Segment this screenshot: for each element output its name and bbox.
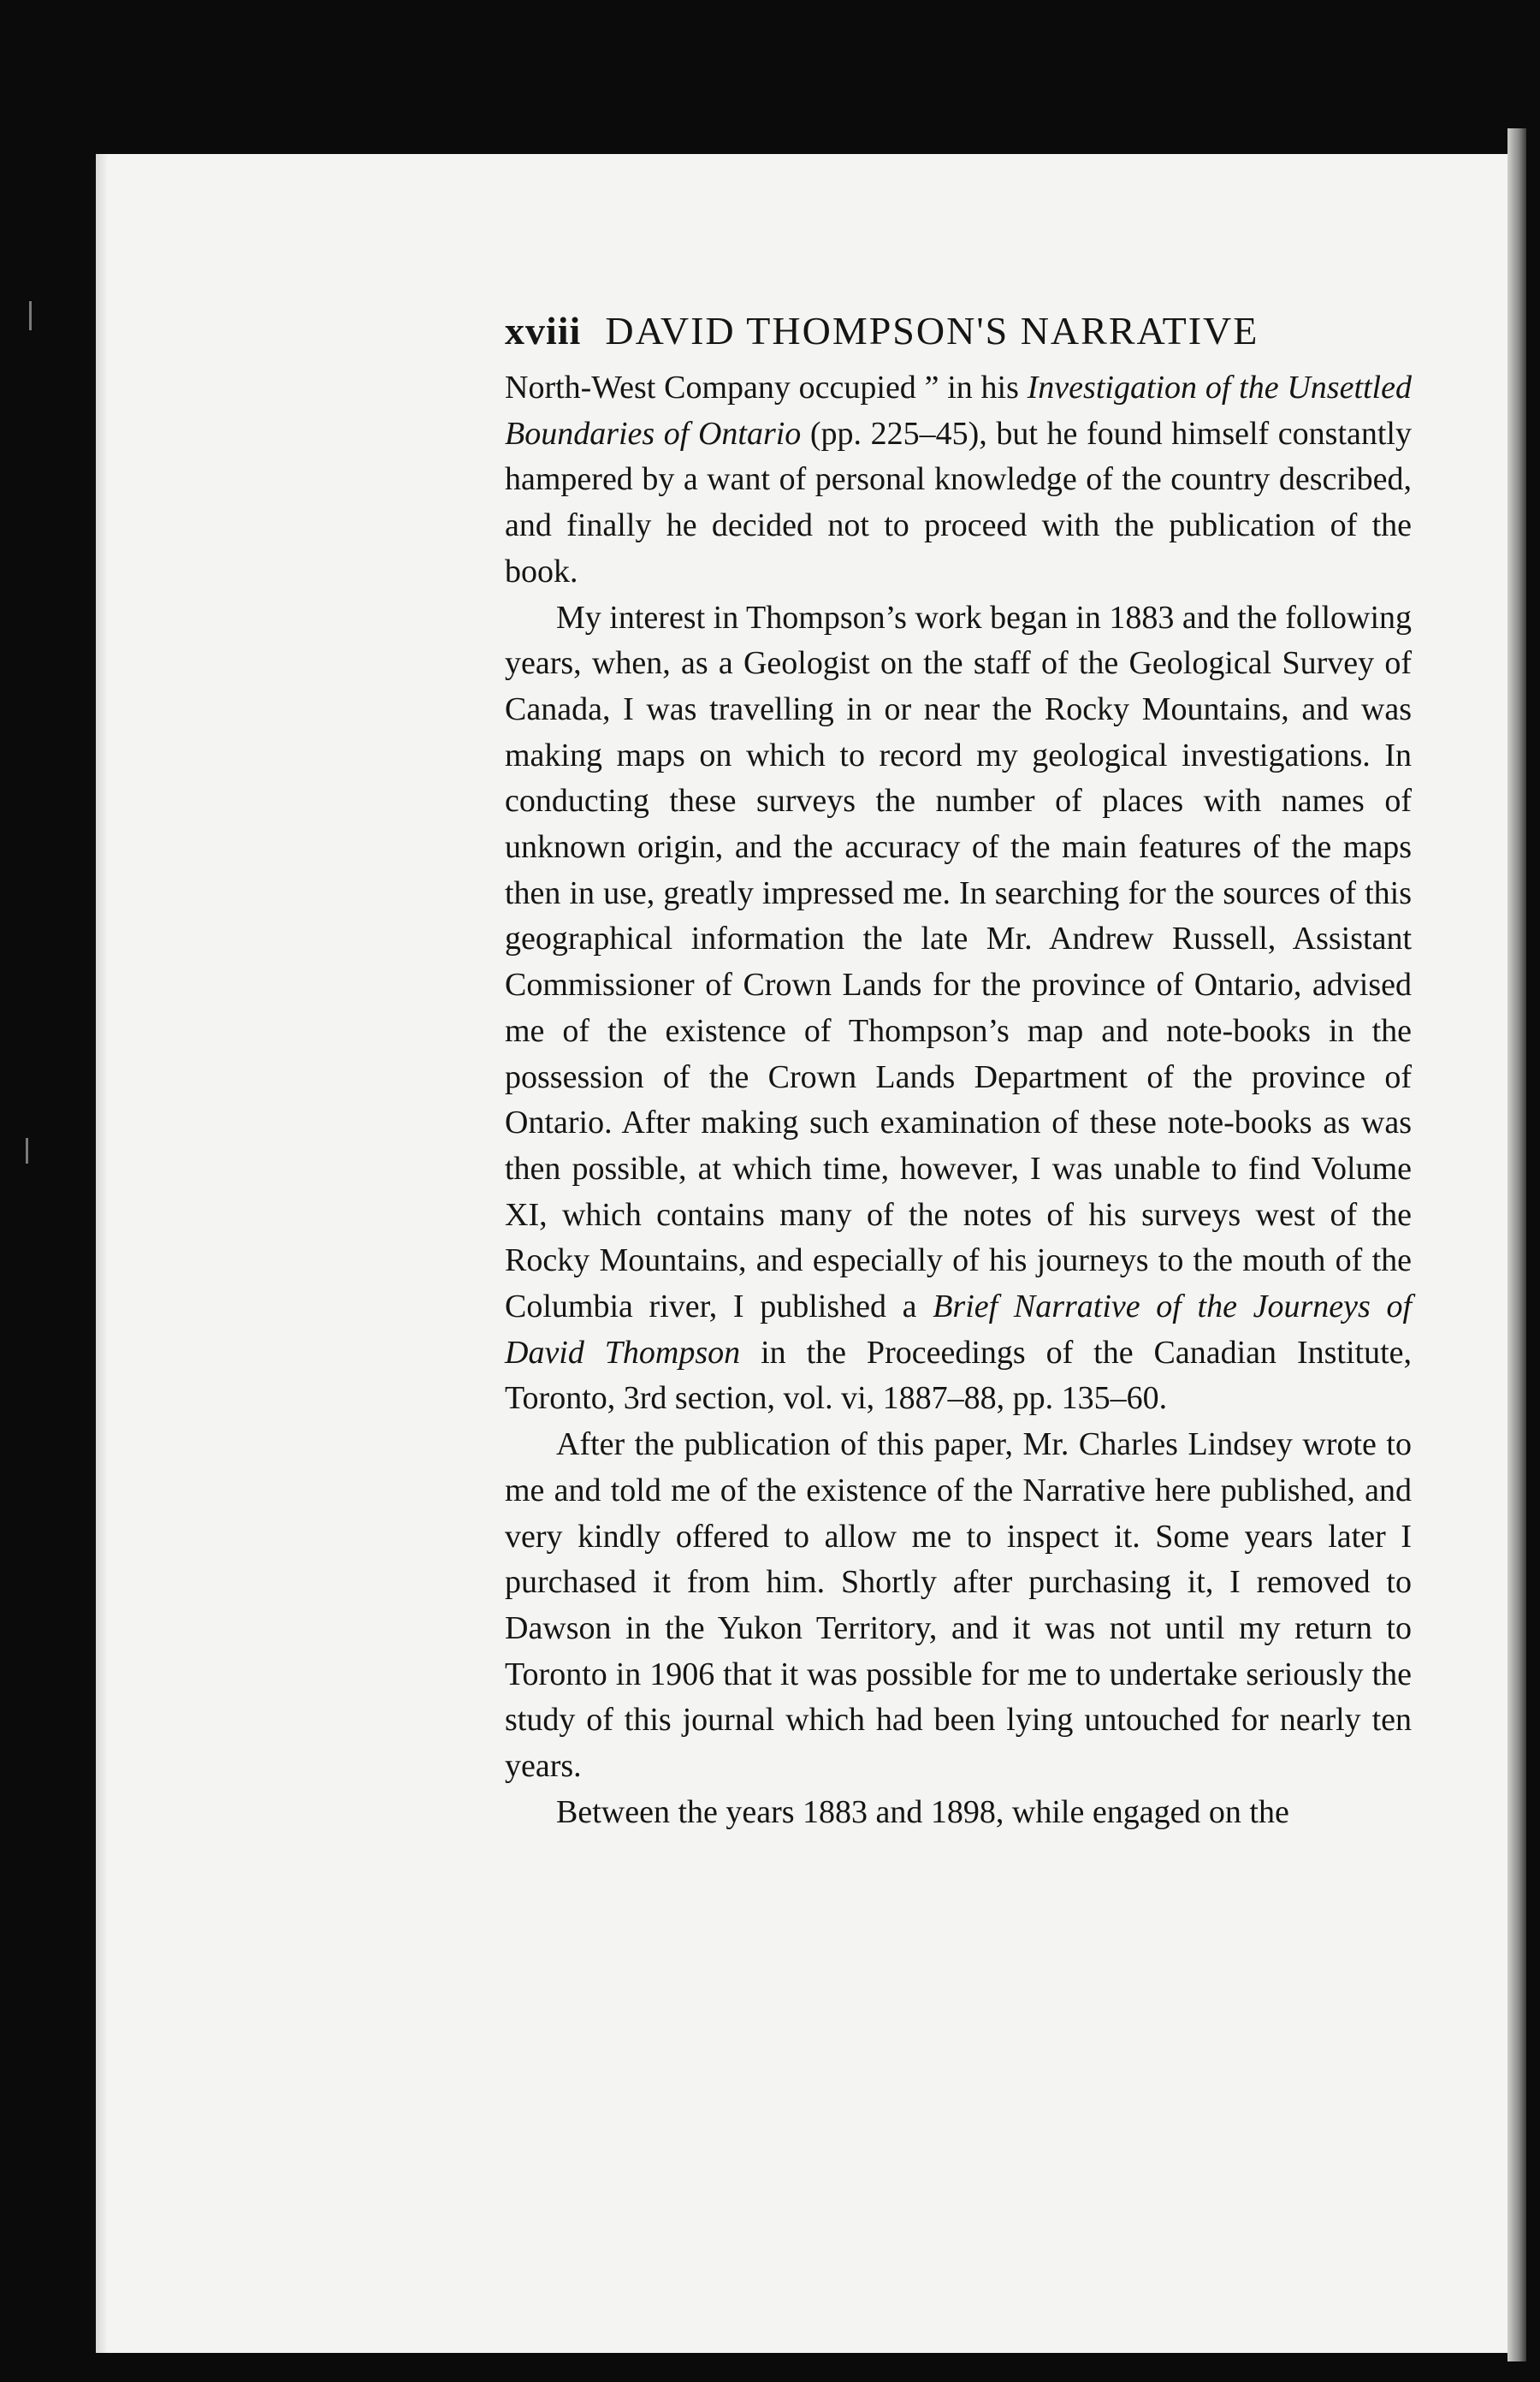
text-run: My interest in Thompson’s work began in 1883 and the following years, when, as a Geologist on the staff of the Geological Survey of Canada, I was travelling in or near the Rocky Mountains, and was making maps on which to record my geological investigations. In conducting these surveys the number of places with names of unknown origin, and the accuracy of the main features of the maps then in use, greatly impressed me. In searching for the sources of this geographical information the late Mr. Andrew Russell, Assistant Commissioner of Crown Lands for the province of Ontario, advised me of the existence of Thompson’s map and note-books in the possession of the Crown Lands Department of the province of Ontario. After making such examination of these note-books as was then possible, at which time, however, I was unable to find Volume XI, which contains many of the notes of his surveys west of the Rocky Mountains, and especially of his journeys to the mouth of the Columbia river, I published a — [505, 599, 1412, 1325]
text-block — [505, 308, 1412, 1836]
paragraph — [505, 596, 1412, 1423]
text-run: in the Proceedings of the Canadian Institute, Toronto, 3rd section, vol. vi, 1887–88, pp. 135–60. — [505, 1334, 1412, 1417]
spine-shadow — [96, 154, 108, 2353]
text-run: (pp. 225–45), but he found himself constantly hampered by a want of personal knowledge of the country described, and finally he decided not to proceed with the publication of the book. — [505, 415, 1412, 590]
text-run: North-West Company occupied ” in his — [505, 370, 1028, 406]
paragraph: Between the years 1883 and 1898, while engaged on the — [556, 1793, 1289, 1830]
margin-mark — [26, 1138, 28, 1164]
paragraph: After the publication of this paper, Mr. Charles Lindsey wrote to me and told me of the existence of the Narrative here published, and very kindly offered to allow me to inspect it. Some years later I purchased it from him. Shortly after purchasing it, I removed to Dawson in the Yukon Territory, and it was not until my return to Toronto in 1906 that it was possible for me to undertake seriously the study of this journal which had been lying untouched for nearly ten years. — [505, 1426, 1412, 1785]
running-head — [505, 308, 1412, 353]
paragraph — [505, 365, 1412, 596]
body-text — [505, 365, 1412, 1836]
page-edge — [1507, 128, 1526, 2361]
italic-title: Investigation of the Unsettled Boundaries of Ontario — [505, 370, 1412, 452]
margin-mark — [29, 301, 32, 330]
italic-title: Brief Narrative of the Journeys of David Thompson — [505, 1289, 1413, 1371]
page-number: xviii — [505, 309, 582, 353]
running-title: DAVID THOMPSON'S NARRATIVE — [605, 309, 1259, 353]
